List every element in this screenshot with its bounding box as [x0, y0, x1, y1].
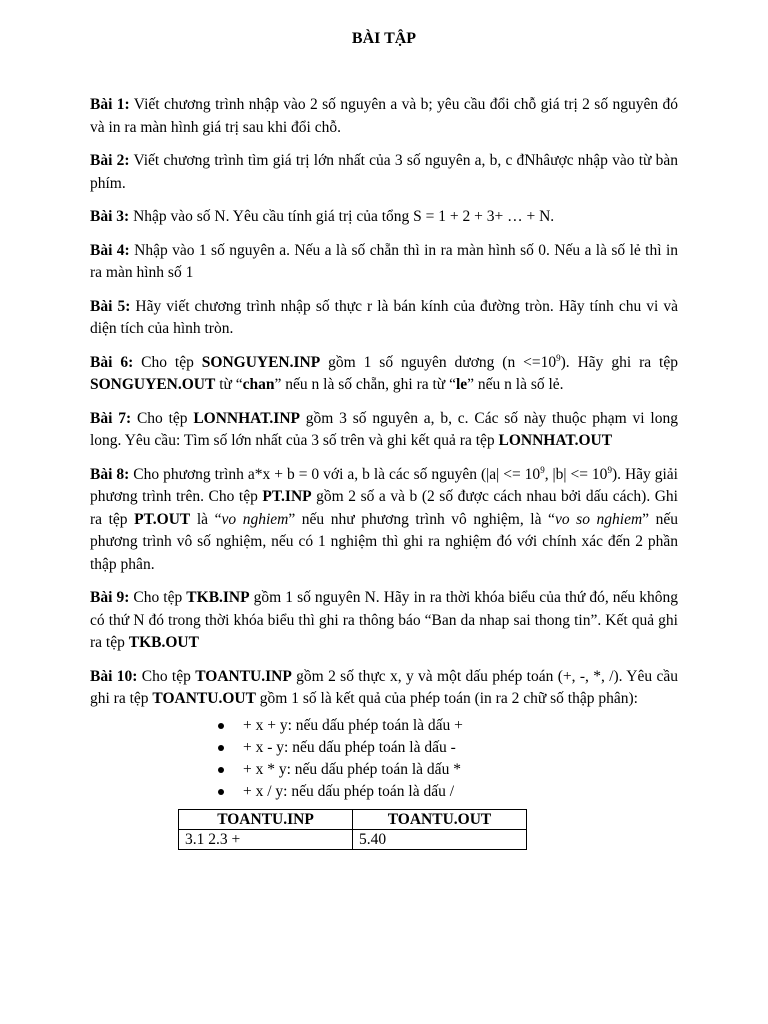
table-row	[179, 829, 527, 849]
bullet-icon	[218, 745, 224, 751]
exercise-text: gồm 1 số nguyên dương (n <=10	[320, 353, 557, 371]
file-name: PT.INP	[262, 488, 312, 505]
exercise-text: gồm 3 số nguyên a, b, c. Các số này thuộc phạm vi long long. Yêu cầu: Tìm số lớn nhất của 3 số trên và ghi kết quả ra tệp	[90, 409, 678, 449]
page-title: BÀI TẬP	[351, 30, 417, 47]
table-cell: 3.1 2.3 +	[179, 829, 353, 849]
list-item: + x + y: nếu dấu phép toán là dấu +	[216, 715, 678, 737]
exercise-text: từ “	[215, 376, 243, 393]
exercise-label: Bài 5:	[90, 297, 131, 315]
bullet-icon	[218, 723, 224, 729]
file-name: SONGUYEN.OUT	[90, 376, 216, 393]
exercise-6	[90, 352, 678, 397]
file-name: TOANTU.OUT	[152, 690, 256, 707]
bullet-icon	[218, 767, 224, 773]
keyword: le	[455, 376, 468, 393]
table-cell: 5.40	[353, 829, 527, 849]
exercise-9	[90, 587, 678, 655]
exercise-label: Bài 9:	[90, 589, 130, 606]
list-item: + x * y: nếu dấu phép toán là dấu *	[216, 759, 678, 781]
file-name: LONNHAT.INP	[193, 409, 300, 427]
exercise-text: gồm 2 số thực x, y và một dấu phép toán (+, -, *, /). Yêu cầu ghi ra tệp	[90, 667, 678, 707]
superscript: 9	[556, 352, 561, 363]
exercise-1	[90, 94, 678, 139]
bullet-icon	[218, 789, 224, 795]
exercise-text: ). Hãy giải phương trình trên. Cho tệp	[90, 465, 678, 505]
superscript: 9	[607, 464, 612, 475]
exercise-text: Cho tệp	[129, 589, 187, 606]
exercise-text: ” nếu n là số lẻ.	[467, 376, 564, 393]
file-name: PT.OUT	[134, 510, 191, 528]
exercise-list	[90, 94, 678, 850]
exercise-3	[90, 206, 678, 229]
exercise-4	[90, 240, 678, 285]
exercise-label: Bài 2:	[90, 152, 130, 169]
exercise-label: Bài 4:	[90, 241, 130, 259]
list-item: + x / y: nếu dấu phép toán là dấu /	[216, 781, 678, 803]
operator-list	[216, 715, 678, 803]
exercise-text: là “	[190, 510, 222, 528]
table-header: TOANTU.OUT	[353, 809, 527, 829]
file-name: TKB.INP	[186, 589, 250, 606]
keyword: chan	[242, 376, 275, 393]
exercise-text: Cho tệp	[137, 667, 196, 685]
exercise-5	[90, 296, 678, 341]
exercise-text: ). Hãy ghi ra tệp	[560, 353, 678, 371]
exercise-text: ” nếu phương trình vô số nghiệm, nếu có 1 nghiệm thì ghi ra nghiệm đó với chính xác đến 2 phần thập phân.	[90, 510, 678, 573]
file-name: SONGUYEN.INP	[201, 353, 321, 371]
example-table	[178, 809, 527, 850]
file-name: TKB.OUT	[128, 634, 199, 651]
superscript: 9	[540, 464, 545, 475]
exercise-text: Nhập vào số N. Yêu cầu tính giá trị của tổng S = 1 + 2 + 3+ … + N.	[129, 208, 555, 225]
exercise-text: , |b| <= 10	[544, 465, 608, 483]
exercise-text: Viết chương trình nhập vào 2 số nguyên a và b; yêu cầu đổi chỗ giá trị 2 số nguyên đó và in ra màn hình giá trị sau khi đổi chỗ.	[90, 96, 678, 136]
list-item: + x - y: nếu dấu phép toán là dấu -	[216, 737, 678, 759]
exercise-text: gồm 1 số là kết quả của phép toán (in ra 2 chữ số thập phân):	[255, 690, 638, 707]
exercise-label: Bài 6:	[90, 353, 134, 371]
exercise-label: Bài 7:	[90, 409, 132, 427]
exercise-text: Nhập vào 1 số nguyên a. Nếu a là số chẵn thì in ra màn hình số 0. Nếu a là số lẻ thì in ra màn hình số 1	[90, 241, 679, 281]
exercise-text: Cho tệp	[131, 409, 194, 427]
exercise-text: Viết chương trình tìm giá trị lớn nhất của 3 số nguyên a, b, c đNhâược nhập vào từ bàn phím.	[90, 152, 678, 192]
file-name: LONNHAT.OUT	[498, 432, 613, 449]
exercise-label: Bài 3:	[90, 208, 130, 225]
table-header: TOANTU.INP	[179, 809, 353, 829]
exercise-7	[90, 408, 678, 453]
file-name: TOANTU.INP	[195, 667, 292, 685]
exercise-label: Bài 1:	[90, 96, 130, 113]
exercise-label: Bài 10:	[90, 667, 138, 685]
exercise-label: Bài 8:	[90, 465, 130, 483]
exercise-text: ” nếu n là số chẵn, ghi ra từ “	[274, 376, 456, 393]
exercise-text: gồm 1 số nguyên N. Hãy in ra thời khóa biểu của thứ đó, nếu không có thứ N đó trong thời khóa biểu thì ghi ra thông báo “Ban da nhap sai thong tin”. Kết quả ghi ra tệp	[90, 589, 678, 651]
table-header-row	[179, 809, 527, 829]
exercise-text: gồm 2 số a và b (2 số được cách nhau bởi dấu cách). Ghi ra tệp	[90, 488, 678, 528]
output-string: vo nghiem	[221, 510, 289, 528]
exercise-text: ” nếu như phương trình vô nghiệm, là “	[288, 510, 555, 528]
exercise-2	[90, 150, 678, 195]
output-string: vo so nghiem	[554, 510, 643, 528]
exercise-text: Cho tệp	[133, 353, 202, 371]
exercise-text: Cho phương trình a*x + b = 0 với a, b là các số nguyên (|a| <= 10	[129, 465, 541, 483]
exercise-10	[90, 666, 678, 711]
exercise-text: Hãy viết chương trình nhập số thực r là bán kính của đường tròn. Hãy tính chu vi và diện tích của hình tròn.	[90, 297, 678, 337]
exercise-8	[90, 464, 678, 577]
